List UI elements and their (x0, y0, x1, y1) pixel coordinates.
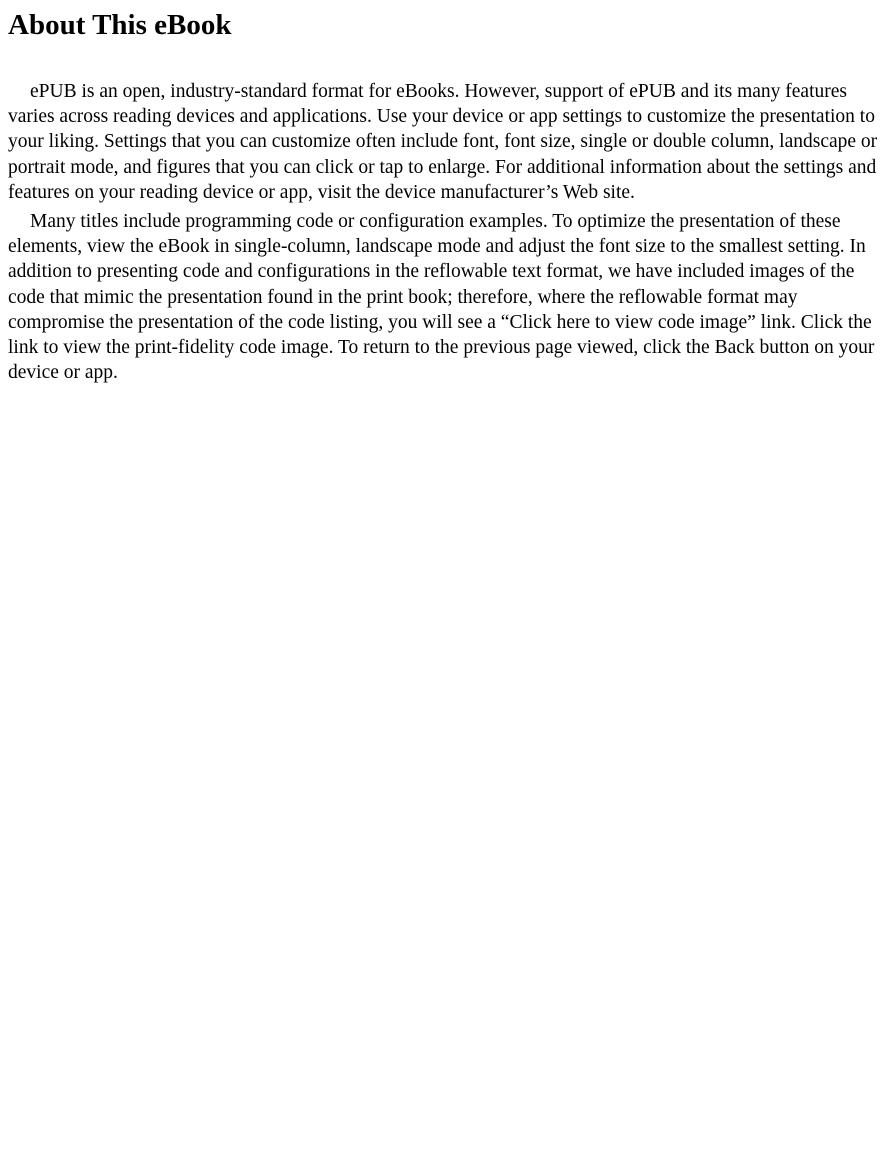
paragraph-epub-format: ePUB is an open, industry-standard format for eBooks. However, support of ePUB and its many features varies across reading devices and applications. Use your device or app settings to customize the presentation to your liking. Settings that you can customize often include font, font size, single or double column, landscape or portrait mode, and figures that you can click or tap to enlarge. For additional information about the settings and features on your reading device or app, visit the device manufacturer’s Web site. (8, 81, 878, 203)
page-content (8, 0, 885, 385)
paragraph-code-examples: Many titles include programming code or configuration examples. To optimize the presentation of these elements, view the eBook in single-column, landscape mode and adjust the font size to the smallest setting. In addition to presenting code and configurations in the reflowable text format, we have included images of the code that mimic the presentation found in the print book; therefore, where the reflowable format may compromise the presentation of the code listing, you will see a “Click here to view code image” link. Click the link to view the print-fidelity code image. To return to the previous page viewed, click the Back button on your device or app. (8, 211, 875, 384)
body-text (8, 79, 885, 385)
page-title: About This eBook (8, 9, 232, 41)
